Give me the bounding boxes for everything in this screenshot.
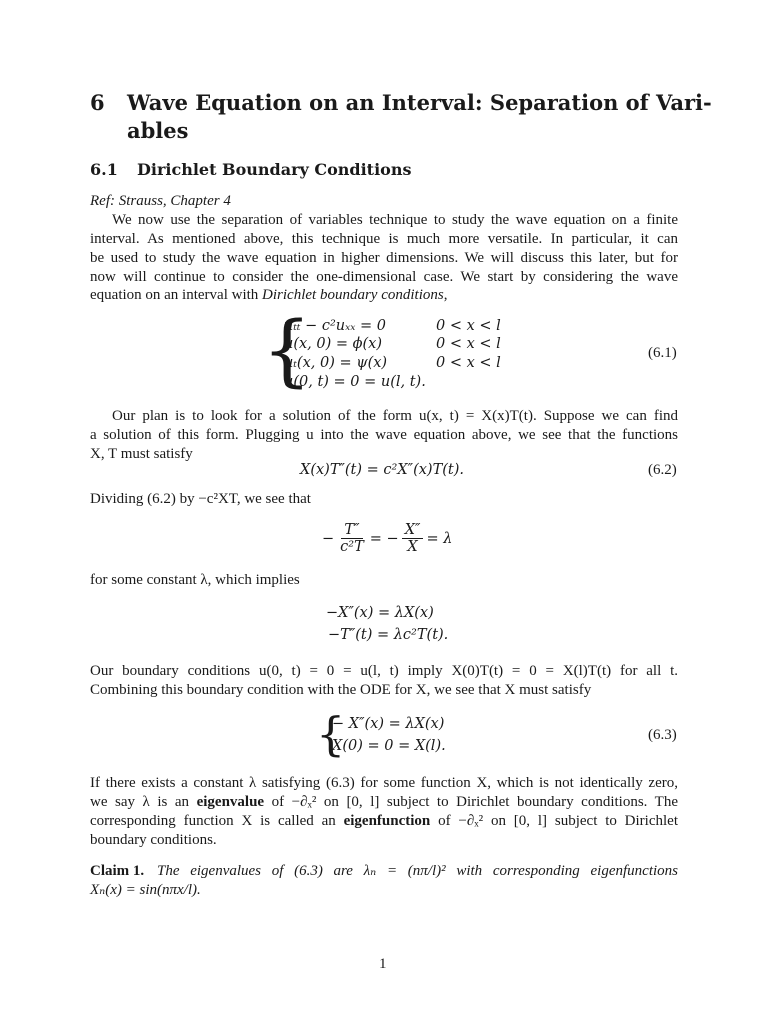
eq61-row1-rhs: 0 < x < l xyxy=(436,318,501,334)
fraction-t xyxy=(337,522,367,555)
subsection-number: 6.1 xyxy=(90,160,118,179)
fraction-x-numerator: X″ xyxy=(402,522,424,539)
eq61-row3-rhs: 0 < x < l xyxy=(436,355,501,371)
para2-line1: Our plan is to look for a solution of the form u(x, t) = X(x)T(t). Suppose we can find xyxy=(112,408,678,424)
section-title-line1: Wave Equation on an Interval: Separation of Vari- xyxy=(127,90,712,115)
left-brace-icon-small: { xyxy=(316,707,346,761)
para4-line4: boundary conditions. xyxy=(90,832,217,848)
claim-label: Claim 1. xyxy=(90,863,145,879)
eq61-row2-rhs: 0 < x < l xyxy=(436,336,501,352)
fraction-equation xyxy=(322,522,452,555)
para1-line3: be used to study the wave equation in higher dimensions. We will discuss this later, but for xyxy=(90,250,678,266)
eq61-row2-lhs: u(x, 0) = ϕ(x) xyxy=(284,336,383,352)
para4-line3: corresponding function X is called an eigenfunction of −∂ₓ² on [0, l] subject to Dirichlet xyxy=(90,813,678,829)
dividing-line: Dividing (6.2) by −c²XT, we see that xyxy=(90,491,311,507)
para1-line5: equation on an interval with Dirichlet boundary conditions, xyxy=(90,287,448,303)
eq63-row1: − X″(x) = λX(x) xyxy=(332,716,445,732)
fraction-x-denominator: X xyxy=(407,539,418,555)
para3-line1: Our boundary conditions u(0, t) = 0 = u(l, t) imply X(0)T(t) = 0 = X(l)T(t) for all t. xyxy=(90,663,678,679)
fraction-equals-lambda: = λ xyxy=(426,530,453,547)
claim-line1: The eigenvalues of (6.3) are λₙ = (nπ/l)² with corresponding eigenfunctions xyxy=(157,863,678,879)
fraction-x xyxy=(402,522,424,555)
para1-line1: We now use the separation of variables technique to study the wave equation on a finite xyxy=(112,212,678,228)
reference-line: Ref: Strauss, Chapter 4 xyxy=(90,193,231,209)
para2-line3: X, T must satisfy xyxy=(90,446,193,462)
para1-line4: now will continue to consider the one-dimensional case. We start by considering the wave xyxy=(90,269,678,285)
subsection-title: Dirichlet Boundary Conditions xyxy=(137,160,412,179)
eq61-row4-lhs: u(0, t) = 0 = u(l, t). xyxy=(284,374,426,390)
eq61-row1-lhs: uₜₜ − c²uₓₓ = 0 xyxy=(284,318,387,334)
fraction-t-numerator: T″ xyxy=(341,522,362,539)
fraction-minus: − xyxy=(322,530,335,547)
para4-line1: If there exists a constant λ satisfying (6.3) for some function X, which is not identically zero, xyxy=(90,775,678,791)
para3-line2: Combining this boundary condition with the ODE for X, we see that X must satisfy xyxy=(90,682,592,698)
para1-line2: interval. As mentioned above, this technique is much more versatile. In particular, it can xyxy=(90,231,678,247)
for-some-line: for some constant λ, which implies xyxy=(90,572,300,588)
section-number: 6 xyxy=(90,90,105,115)
eq61-label: (6.1) xyxy=(648,345,677,361)
eq61-row3-lhs: uₜ(x, 0) = ψ(x) xyxy=(284,355,388,371)
fraction-equals-minus: = − xyxy=(369,530,399,547)
section-title-line2: ables xyxy=(127,118,189,143)
eq63-label: (6.3) xyxy=(648,727,677,743)
eq62-expression: X(x)T″(t) = c²X″(x)T(t). xyxy=(300,462,464,478)
ode-x: −X″(x) = λX(x) xyxy=(326,605,434,621)
eq62-label: (6.2) xyxy=(648,462,677,478)
left-brace-icon: { xyxy=(262,306,312,396)
claim-line2: Xₙ(x) = sin(nπx/l). xyxy=(90,882,201,898)
fraction-t-denominator: c²T xyxy=(340,539,364,555)
eq63-row2: X(0) = 0 = X(l). xyxy=(332,738,446,754)
page-number: 1 xyxy=(379,956,387,972)
para2-line2: a solution of this form. Plugging u into the wave equation above, we see that the functions xyxy=(90,427,678,443)
ode-t: −T″(t) = λc²T(t). xyxy=(328,627,449,643)
para4-line2: we say λ is an eigenvalue of −∂ₓ² on [0, l] subject to Dirichlet boundary conditions. The xyxy=(90,794,678,810)
